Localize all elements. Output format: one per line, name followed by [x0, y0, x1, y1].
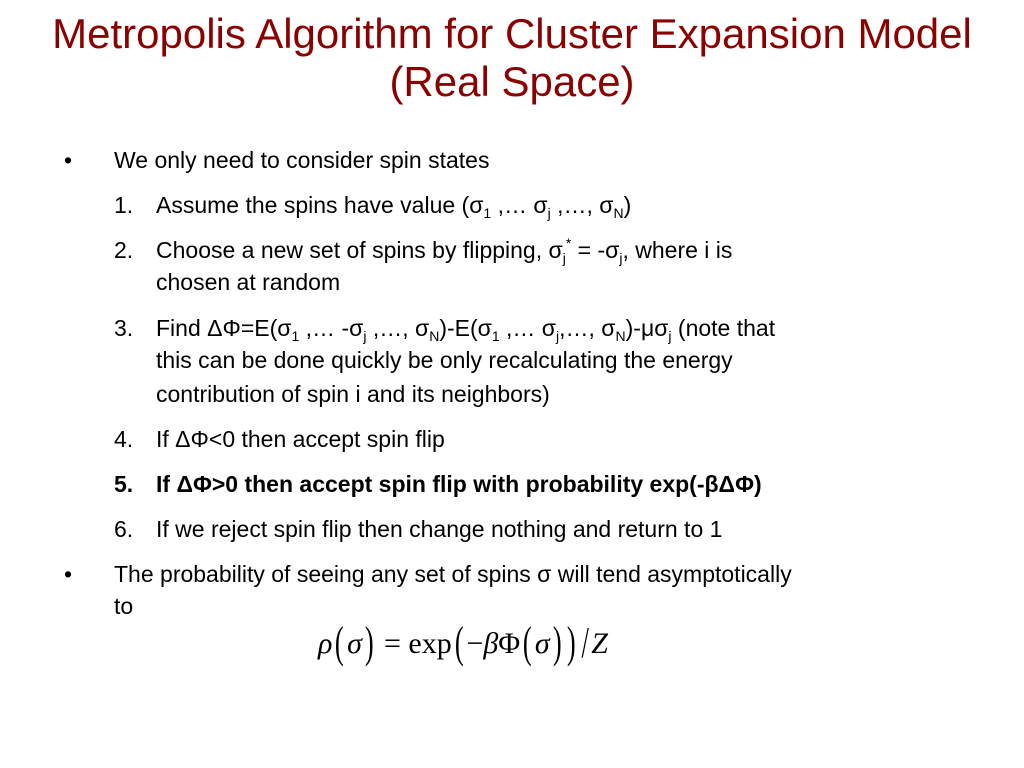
step-2-text-continued: chosen at random [156, 269, 341, 295]
bullet-marker: • [64, 147, 73, 173]
step-4-text: If ΔΦ<0 then accept spin flip [156, 426, 445, 452]
step-5-text: If ΔΦ>0 then accept spin flip with probability exp(-βΔΦ) [156, 471, 762, 497]
step-number: 6. [114, 516, 134, 542]
step-number: 1. [114, 192, 134, 218]
probability-equation: ρ(σ) = exp(−βΦ(σ) ) /Z [318, 618, 608, 667]
step-number: 3. [114, 315, 134, 341]
step-number: 5. [114, 471, 134, 497]
bullet-marker: • [64, 561, 73, 587]
step-3-text-continued: contribution of spin i and its neighbors) [156, 381, 550, 407]
title-line-2: (Real Space) [389, 58, 635, 105]
step-number: 4. [114, 426, 134, 452]
step-number: 2. [114, 237, 134, 263]
title-line-1: Metropolis Algorithm for Cluster Expansion Model [52, 10, 972, 57]
step-2-text: Choose a new set of spins by flipping, $\sigma_j^* = -\sigma_j$, where i is [156, 235, 733, 266]
bullet-text-continued: to [114, 593, 134, 619]
step-3-text: Find $\Delta\Phi=E(\sigma_1$ ,… $-\sigma_j$ ,…, $\sigma_N)-E(\sigma_1$ ,… $\sigma_j,\dots$, $\sigma_N)-\mu\sigma_j$ (note that [156, 315, 776, 344]
step-1-text: Assume the spins have value ($\sigma_1$ ,… $\sigma_j$ ,…, $\sigma_N$) [156, 192, 632, 221]
step-3-text-continued: this can be done quickly be only recalculating the energy [156, 347, 733, 373]
step-6-text: If we reject spin flip then change nothing and return to 1 [156, 516, 723, 542]
bullet-text: The probability of seeing any set of spins σ will tend asymptotically [114, 561, 792, 587]
bullet-text: We only need to consider spin states [114, 147, 490, 173]
